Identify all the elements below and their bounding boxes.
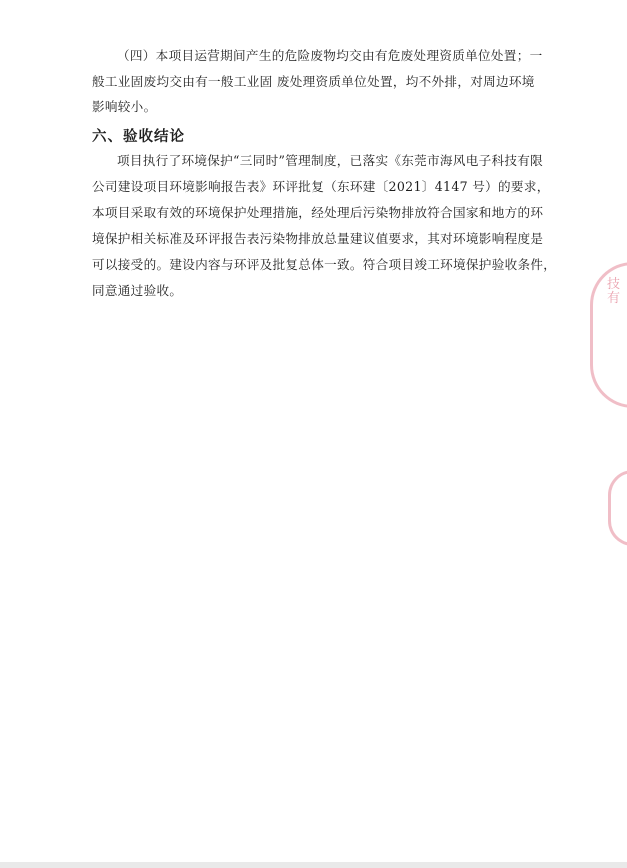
conclusion-line-3: 本项目采取有效的环境保护处理措施，经处理后污染物排放符合国家和地方的环	[92, 205, 544, 220]
conclusion-line-6: 同意通过验收。	[92, 283, 183, 298]
section4-line-3: 影响较小。	[92, 99, 157, 114]
section4-line-1: （四）本项目运营期间产生的危险废物均交由有危废处理资质单位处置；一	[117, 48, 543, 63]
conclusion-line-2: 公司建设项目环境影响报告表》环评批复（东环建〔2021〕4147 号）的要求，	[92, 179, 550, 194]
official-seal-partial-lower	[608, 470, 627, 546]
section6-heading: 六、验收结论	[92, 128, 185, 145]
official-seal-text: 技有	[607, 277, 621, 306]
page-bottom-edge	[0, 862, 627, 868]
section4-line-2: 般工业固废均交由有一般工业固 废处理资质单位处置，均不外排，对周边环境	[92, 74, 535, 89]
conclusion-line-5: 可以接受的。建设内容与环评及批复总体一致。符合项目竣工环境保护验收条件，	[92, 257, 557, 272]
conclusion-line-4: 境保护相关标准及环评报告表污染物排放总量建议值要求，其对环境影响程度是	[92, 231, 544, 246]
conclusion-line-1: 项目执行了环境保护“三同时”管理制度，已落实《东莞市海风电子科技有限	[117, 153, 544, 168]
